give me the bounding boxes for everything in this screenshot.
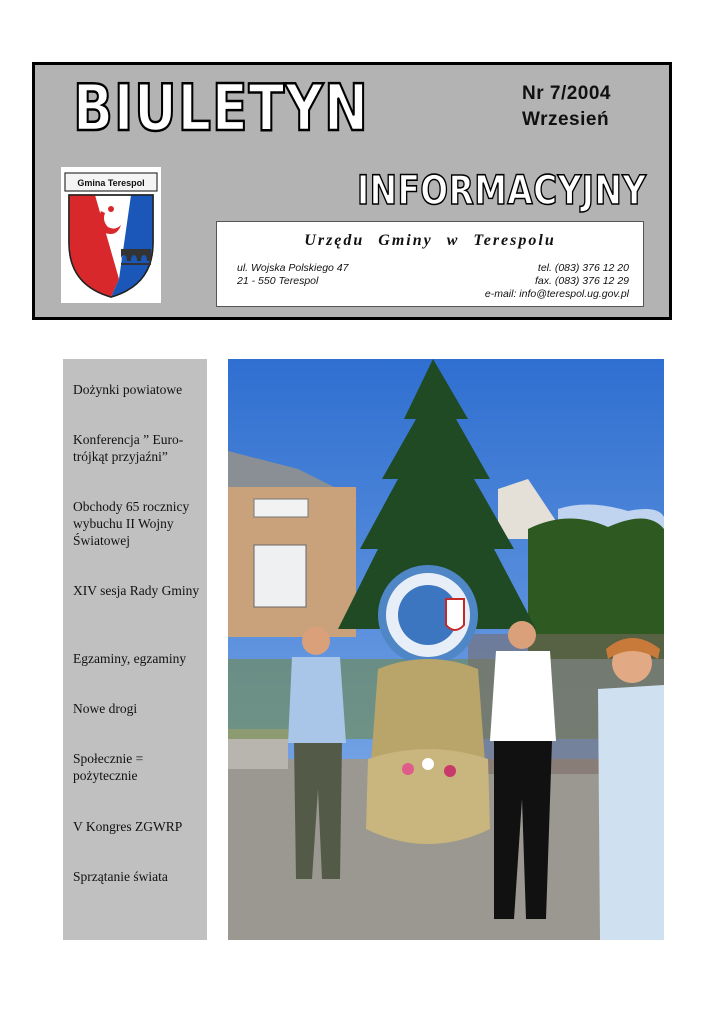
- masthead-title: BIULETYN: [73, 72, 369, 146]
- contents-item: V Kongres ZGWRP: [73, 819, 183, 834]
- logo-banner-text: Gmina Terespol: [77, 178, 145, 188]
- issue-month: Wrzesień: [521, 109, 610, 130]
- cover-photo-illustration: [228, 359, 664, 940]
- contents-item: Dożynki powiatowe: [73, 382, 183, 397]
- masthead: [32, 62, 672, 320]
- contact-tel: tel. (083) 376 12 20: [537, 262, 629, 274]
- office-name: Urzędu Gminy w Terespolu: [304, 232, 556, 249]
- contents-item: Społecznie = pożytecznie: [73, 751, 144, 783]
- office-contact: [485, 262, 629, 301]
- contact-fax: fax. (083) 376 12 29: [535, 275, 629, 287]
- office-address: [237, 262, 348, 288]
- contents-item: Obchody 65 rocznicy wybuchu II Wojny Światowej: [73, 499, 190, 548]
- masthead-subtitle: INFORMACYJNY: [357, 168, 647, 214]
- office-address-box: [216, 221, 644, 307]
- contents-item: XIV sesja Rady Gminy: [73, 583, 200, 598]
- address-city: 21 - 550 Terespol: [237, 275, 319, 287]
- contents-item: Konferencja ” Euro-trójkąt przyjaźni”: [73, 432, 184, 464]
- cover-photo-harvest-festival: [228, 359, 664, 940]
- issue-number: Nr 7/2004: [521, 83, 611, 104]
- issue-info: [522, 81, 611, 133]
- address-street: ul. Wojska Polskiego 47: [237, 262, 349, 274]
- contents-sidebar: [63, 359, 207, 940]
- coat-of-arms-logo: [61, 167, 161, 303]
- contents-item: Egzaminy, egzaminy: [73, 651, 187, 666]
- contents-item: Sprzątanie świata: [73, 869, 168, 884]
- coat-of-arms-icon: [61, 167, 161, 303]
- contact-email[interactable]: e-mail: info@terespol.ug.gov.pl: [484, 288, 629, 300]
- contents-item: Nowe drogi: [73, 701, 138, 716]
